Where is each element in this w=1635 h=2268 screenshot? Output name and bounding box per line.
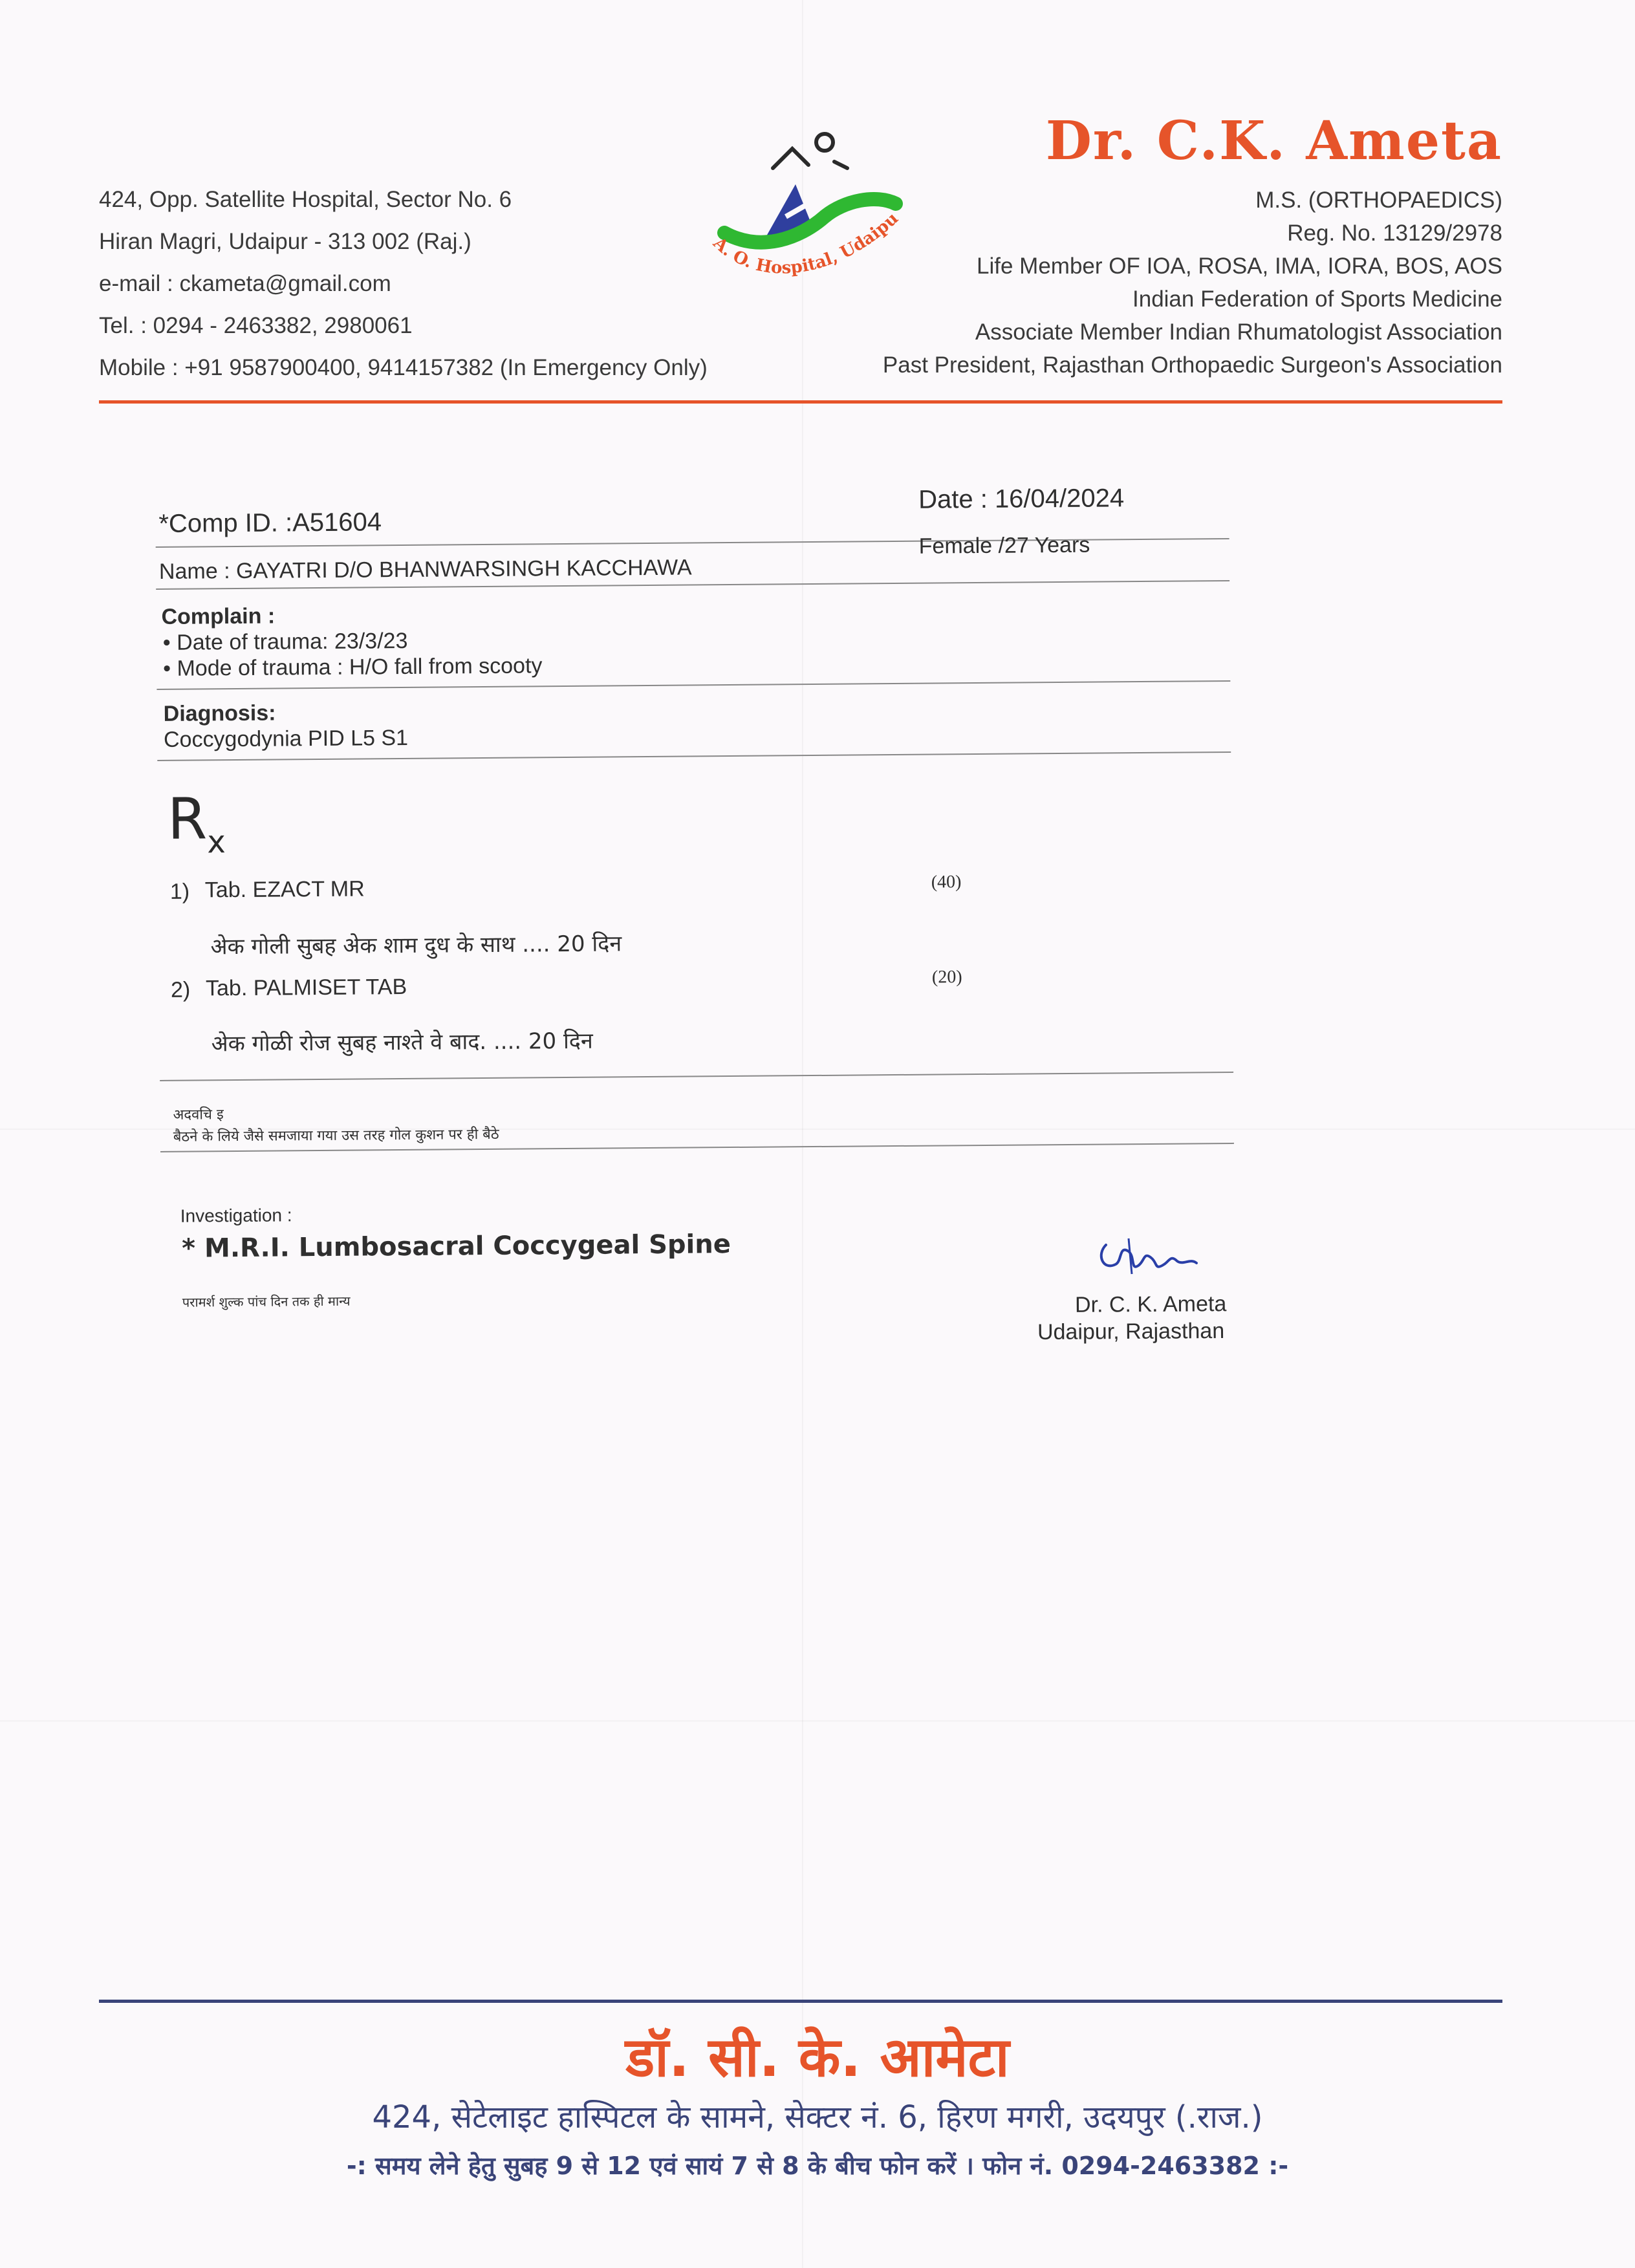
comp-id: *Comp ID. :A51604 [158,508,382,538]
signature-place: Udaipur, Rajasthan [1037,1318,1225,1345]
rx-item-drug: Tab. PALMISET TAB [205,974,407,1001]
divider [160,1072,1233,1081]
logo-text: A. O. Hospital, Udaipu [709,208,902,278]
complain-item: • Date of trauma: 23/3/23 [162,628,408,655]
investigation-item: * M.R.I. Lumbosacral Coccygeal Spine [182,1229,731,1264]
rx-symbol: $R_x$ [167,785,226,861]
telephone-line: Tel. : 0294 - 2463382, 2980061 [99,313,413,338]
credential-line: Life Member OF IOA, ROSA, IMA, IORA, BOS, AOS [977,254,1502,279]
footer-address: 424, सेटेलाइट हास्पिटल के सामने, सेक्टर नं. 6, हिरण मगरी, उदयपुर (.राज.) [372,2099,1263,2135]
clinic-address [99,178,708,389]
footer-divider [99,2000,1502,2003]
credential-line: Reg. No. 13129/2978 [1287,221,1502,246]
credential-line: Indian Federation of Sports Medicine [1132,286,1502,312]
hospital-logo [689,120,915,301]
prescription-body [155,483,1248,1332]
email-line: e-mail : ckameta@gmail.com [99,271,391,296]
doctor-name: Dr. C.K. Ameta [1045,110,1502,172]
footer-doctor-name: डॉ. सी. के. आमेटा [625,2025,1010,2089]
rx-item-drug: Tab. EZACT MR [204,876,365,903]
signature-name: Dr. C. K. Ameta [1074,1291,1227,1317]
advice-heading: अदवचि इ [173,1107,224,1123]
patient-name: Name : GAYATRI D/O BHANWARSINGH KACCHAWA [158,555,692,584]
rx-item-qty: (40) [931,872,962,892]
mobile-line: Mobile : +91 9587900400, 9414157382 (In Emergency Only) [99,355,708,380]
address-line: 424, Opp. Satellite Hospital, Sector No. 6 [99,187,512,212]
divider [157,751,1231,761]
header-divider [99,400,1502,404]
doctor-credentials [883,110,1502,382]
credential-line: Associate Member Indian Rhumatologist Association [975,319,1502,345]
credential-line: M.S. (ORTHOPAEDICS) [1255,188,1502,213]
rx-item-dosage: अेक गोली सुबह अेक शाम दुध के साथ .... 20 दिन [210,931,622,960]
fee-note: परामर्श शुल्क पांच दिन तक ही मान्य [182,1293,351,1310]
diagnosis-heading: Diagnosis: [163,700,276,726]
diagnosis-text: Coccygodynia PID L5 S1 [163,725,409,752]
investigation-heading: Investigation : [180,1205,292,1226]
doctor-signature [1093,1226,1222,1284]
rx-item-number: 1) [169,879,190,904]
advice-text: बैठने के लिये जैसे समजाया गया उस तरह गोल कुशन पर ही बैठे [173,1126,499,1145]
complain-heading: Complain : [161,603,276,629]
divider [157,680,1230,690]
footer-timing: -: समय लेने हेतु सुबह 9 से 12 एवं सायं 7 से 8 के बीच फोन करें । फोन नं. 0294-2463382 :- [346,2152,1289,2180]
address-line: Hiran Magri, Udaipur - 313 002 (Raj.) [99,229,471,254]
rx-item-number: 2) [170,977,191,1002]
credential-line: Past President, Rajasthan Orthopaedic Surgeon's Association [882,352,1502,378]
complain-item: • Mode of trauma : H/O fall from scooty [163,653,543,681]
patient-gender-age: Female /27 Years [918,532,1090,559]
rx-item-qty: (20) [931,967,962,988]
paper-fold [0,1720,1635,1722]
visit-date: Date : 16/04/2024 [918,484,1125,514]
rx-item-dosage: अेक गोळी रोज सुबह नाश्ते वे बाद. .... 20 दिन [211,1028,593,1057]
